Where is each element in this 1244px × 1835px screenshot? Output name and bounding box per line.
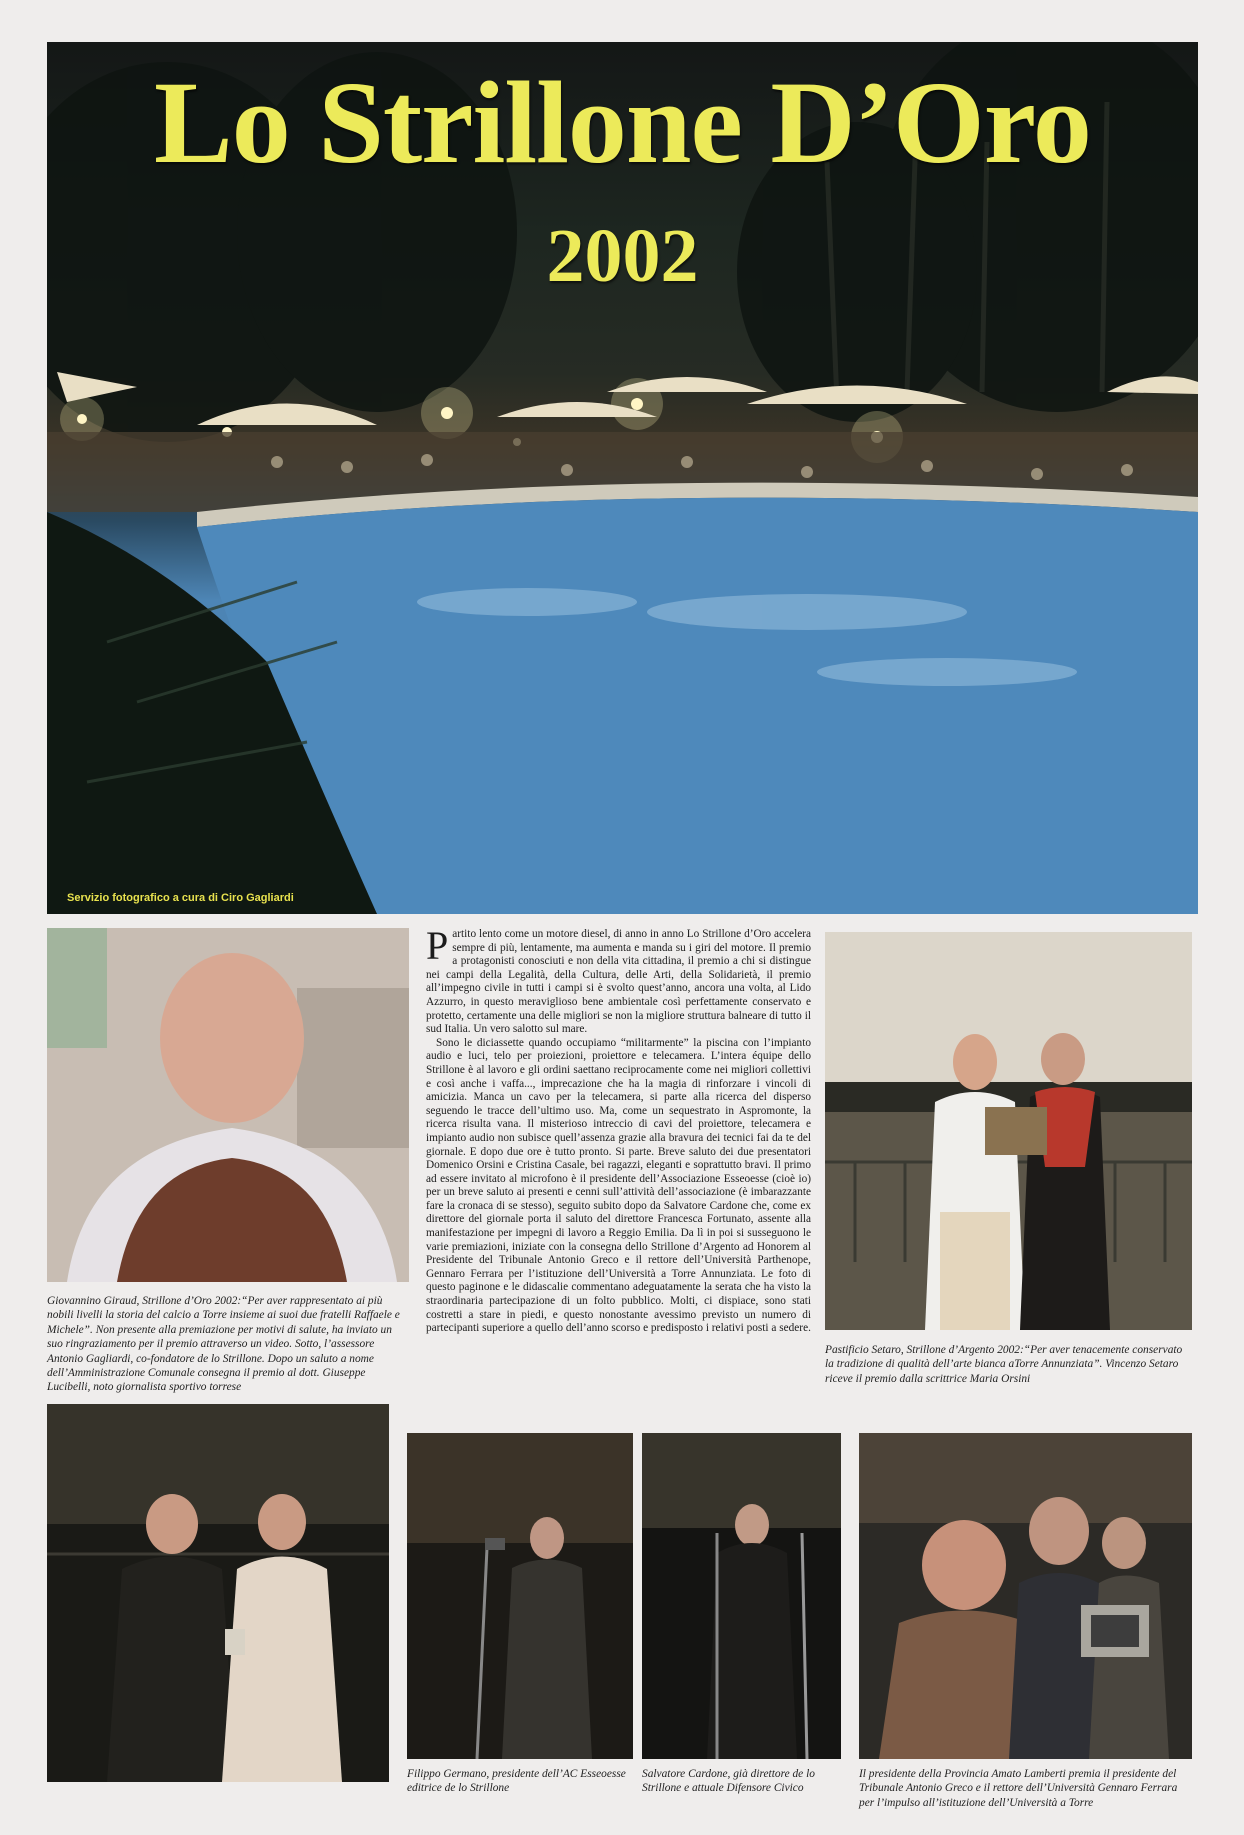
photo-credit: Servizio fotografico a cura di Ciro Gagliardi xyxy=(67,892,294,904)
photo-giraud xyxy=(47,928,409,1282)
page-title: Lo Strillone D’Oro xyxy=(154,57,1091,188)
page-year: 2002 xyxy=(546,214,699,298)
photo-lamberti xyxy=(859,1433,1192,1759)
caption-giraud: Giovannino Giraud, Strillone d’Oro 2002:“Per aver rappresentato ai più nobili livelli la storia del calcio a Torre insieme ai suoi due fratelli Raffaele e Michele”. Non presente alla premiazione per motivi di salute, ha inviato un suo ringraziamento per il premio attraverso un video. Sotto, l’assessore Antonio Gagliardi, co-fondatore de lo Strillone. Dopo un saluto a nome dell’Amministrazione Comunale consegna il premio al dott. Giuseppe Lucibelli, noto giornalista sportivo torrese xyxy=(47,1295,400,1394)
photo-gagliardi-lucibelli xyxy=(47,1404,389,1782)
photo-cardone xyxy=(642,1433,841,1759)
article-body xyxy=(426,923,811,1336)
photo-setaro xyxy=(825,932,1192,1330)
article-dropcap: P xyxy=(426,923,449,968)
caption-germano: Filippo Germano, presidente dell’AC Esseoesse editrice de lo Strillone xyxy=(407,1768,626,1795)
hero-photo-pool-night xyxy=(47,42,1198,914)
photo-germano xyxy=(407,1433,633,1759)
caption-lamberti: Il presidente della Provincia Amato Lamberti premia il presidente del Tribunale Antonio Greco e il rettore dell’Università Gennaro Ferrara per l’impulso all’istituzione dell’Università a Torre xyxy=(859,1768,1178,1809)
article-paragraph: Sono le diciassette quando occupiamo “militarmente” la piscina con l’impianto audio e luci, telo per proiezioni, proiettore e telecamera. L’intera équipe dello Strillone è al lavoro e gli ordini saettano reciprocamente come nei migliori collettivi e così anche i vaffa..., imprecazione che ha la magia di rinforzare i vincoli di amicizia. Manca un cavo per la telecamera, si parte alla ricerca del disperso seguendo le tracce dell’ultimo uso. Ma, come un sequestrato in Aspromonte, la ricerca risulta vana. Il misterioso intreccio di cavi del proiettore, telecamera e impianto audio non subisce quell’assenza grazie alla bravura dei tecnici fai da te del giornale. E dopo due ore è tutto pronto. Si parte. Breve saluto dei due presentatori Domenico Orsini e Cristina Casale, bei ragazzi, eleganti e soprattutto bravi. Il primo ad essere invitato al microfono è il presidente dell’Associazione Esseoesse (cioè io) per un breve saluto ai presenti e cenni sull’attività dell’associazione (è imbarazzante fare la cronaca di se stesso), seguito subito dopo da Salvatore Cardone che, come ex direttore del giornale porta il saluto del direttore Francesca Fortunato, assente alla manifestazione per impegni di lavoro a Reggio Emilia. Da lì in poi si susseguono le varie premiazioni, iniziate con la consegna dello Strillone d’Argento ad Honorem al Presidente del Tribunale Antonio Greco e il rettore dell’Università Parthenope, Gennaro Ferrara per l’istituzione dell’Università a Torre Annunziata. Le foto di questo paginone e le didascalie commentano adeguatamente la serata che ha visto la straordinaria partecipazione di un folto pubblico. Molti, ci dispiace, sono stati costretti a stare in piedi, e questo nonostante avessimo previsto un numero di partecipanti superiore a quello dell’anno scorso e predisposto i relativi posti a sedere. xyxy=(426,1036,811,1335)
article-paragraph xyxy=(426,923,811,1037)
caption-setaro: Pastificio Setaro, Strillone d’Argento 2002:“Per aver tenacemente conservato la tradizione di qualità dell’arte bianca aTorre Annunziata”. Vincenzo Setaro riceve il premio dalla scrittrice Maria Orsini xyxy=(825,1344,1183,1385)
caption-cardone: Salvatore Cardone, già direttore de lo Strillone e attuale Difensore Civico xyxy=(642,1768,815,1795)
article-paragraph-1-text: artito lento come un motore diesel, di anno in anno Lo Strillone d’Oro accelera sempre di più, lentamente, ma aumenta e manda su i giri del motore. Il premio a protagonisti conosciuti e non della vita cittadina, il premio a chi si distingue nei campi della Legalità, della Cultura, delle Arti, della Solidarietà, il premio all’impegno civile in tutti i campi si è svolto quest’anno, ancora una volta, al Lido Azzurro, in questo meraviglioso bene ambientale così perfettamente conservato e protetto, certamente una delle migliori se non la migliore struttura balneare di tutto il sud Italia. Un vero salotto sul mare. xyxy=(426,928,811,1036)
